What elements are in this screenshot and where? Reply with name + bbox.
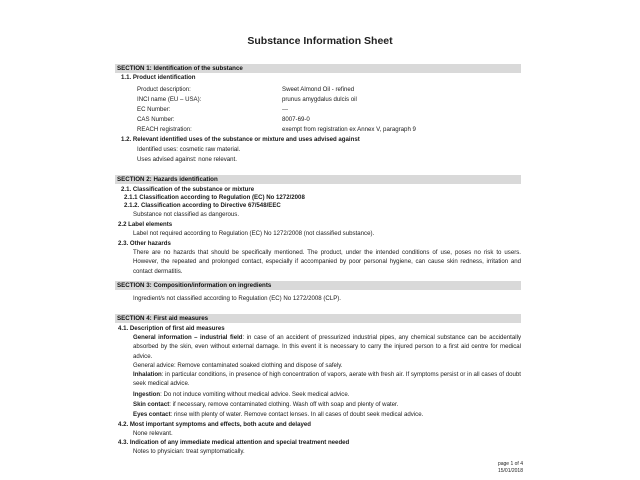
page-title: Substance Information Sheet xyxy=(247,35,393,47)
notes-to-physician-text: Notes to physician: treat symptomatically. xyxy=(133,448,245,455)
subsection-4-2-heading: 4.2. Most important symptoms and effects, both acute and delayed xyxy=(118,421,312,428)
subsection-4-3-heading: 4.3. Indication of any immediate medical attention and special treatment needed xyxy=(118,439,350,446)
uses-advised-against-text: Uses advised against: none relevant. xyxy=(137,156,237,163)
skin-contact-line xyxy=(133,401,398,409)
reach-registration-value: exempt from registration ex Annex V, paragraph 9 xyxy=(282,126,416,133)
inhalation-label: Inhalation xyxy=(133,371,162,378)
section-2-heading: SECTION 2: Hazards identification xyxy=(115,175,521,184)
ec-number-label: EC Number: xyxy=(137,106,171,113)
product-description-label: Product description: xyxy=(137,86,191,93)
ingestion-label: Ingestion xyxy=(133,391,161,398)
eyes-contact-text: : rinse with plenty of water. Remove contact lenses. In all cases of doubt seek medical advice. xyxy=(170,411,424,418)
skin-contact-label: Skin contact xyxy=(133,401,170,408)
eyes-contact-label: Eyes contact xyxy=(133,411,171,418)
subsection-1-2-heading: 1.2. Relevant identified uses of the substance or mixture and uses advised against xyxy=(121,136,360,143)
none-relevant-text: None relevant. xyxy=(133,430,173,437)
subsection-1-1-heading: 1.1. Product identification xyxy=(121,74,196,81)
product-description-value: Sweet Almond Oil - refined xyxy=(282,86,355,93)
eyes-contact-line xyxy=(133,411,423,419)
subsection-4-1-heading: 4.1. Description of first aid measures xyxy=(118,325,225,332)
inhalation-paragraph xyxy=(133,370,521,389)
subsection-2-1-1-heading: 2.1.1 Classification according to Regulation (EC) No 1272/2008 xyxy=(124,194,305,201)
composition-text: Ingredient/s not classified according to Regulation (EC) No 1272/2008 (CLP). xyxy=(133,295,341,302)
general-information-label: General information – industrial field xyxy=(133,334,243,341)
ingestion-line xyxy=(133,391,349,399)
ec-number-value: --- xyxy=(282,106,289,113)
reach-registration-label: REACH registration: xyxy=(137,126,192,133)
subsection-2-1-heading: 2.1. Classification of the substance or mixture xyxy=(121,186,255,193)
subsection-2-1-2-heading: 2.1.2. Classification according to Directive 67/548/EEC xyxy=(124,202,281,209)
subsection-2-3-heading: 2.3. Other hazards xyxy=(118,240,171,247)
inci-name-value: prunus amygdalus dulcis oil xyxy=(282,96,357,103)
ingestion-text: : Do not induce vomiting without medical advice. Seek medical advice. xyxy=(160,391,350,398)
page-number: page 1 of 4 xyxy=(497,461,523,467)
cas-number-value: 8007-69-0 xyxy=(282,116,310,123)
identified-uses-text: Identified uses: cosmetic raw material. xyxy=(137,146,241,153)
not-classified-text: Substance not classified as dangerous. xyxy=(133,211,240,218)
cas-number-label: CAS Number: xyxy=(137,116,175,123)
inhalation-text: : in particular conditions, in presence of high concentration of vapors, aerate with fresh air. If symptoms persist or in all cases of doubt seek medical advice. xyxy=(133,371,521,388)
other-hazards-text: There are no hazards that should be specifically mentioned. The product, under the intended conditions of use, poses no risk to users. However, the repeated and prolonged contact, especially if accompanied by poor personal hygiene, can cause skin redness, irritation and contact dermatitis. xyxy=(133,249,521,275)
label-elements-text: Label not required according to Regulation (EC) No 1272/2008 (not classified substance). xyxy=(133,230,375,237)
section-3-heading: SECTION 3: Composition/information on ingredients xyxy=(115,281,521,290)
skin-contact-text: : if necessary, remove contaminated clothing. Wash off with soap and plenty of water. xyxy=(169,401,399,408)
inci-name-label: INCI name (EU – USA): xyxy=(137,96,202,103)
general-information-text: : in case of an accident of pressurized industrial pipes, any chemical substance can be accidentally absorbed by the skin, even without external damage. In this event it is necessary to carry the injured person to a first aid centre for medical advice. xyxy=(133,334,521,360)
subsection-2-2-heading: 2.2 Label elements xyxy=(118,221,173,228)
revision-date: 15/01/2018 xyxy=(497,468,523,474)
section-4-heading: SECTION 4: First aid measures xyxy=(115,314,521,323)
general-advice-text: General advice: Remove contaminated soaked clothing and dispose of safely. xyxy=(133,362,343,369)
general-information-paragraph xyxy=(133,333,521,361)
section-1-heading: SECTION 1: Identification of the substance xyxy=(115,64,521,73)
